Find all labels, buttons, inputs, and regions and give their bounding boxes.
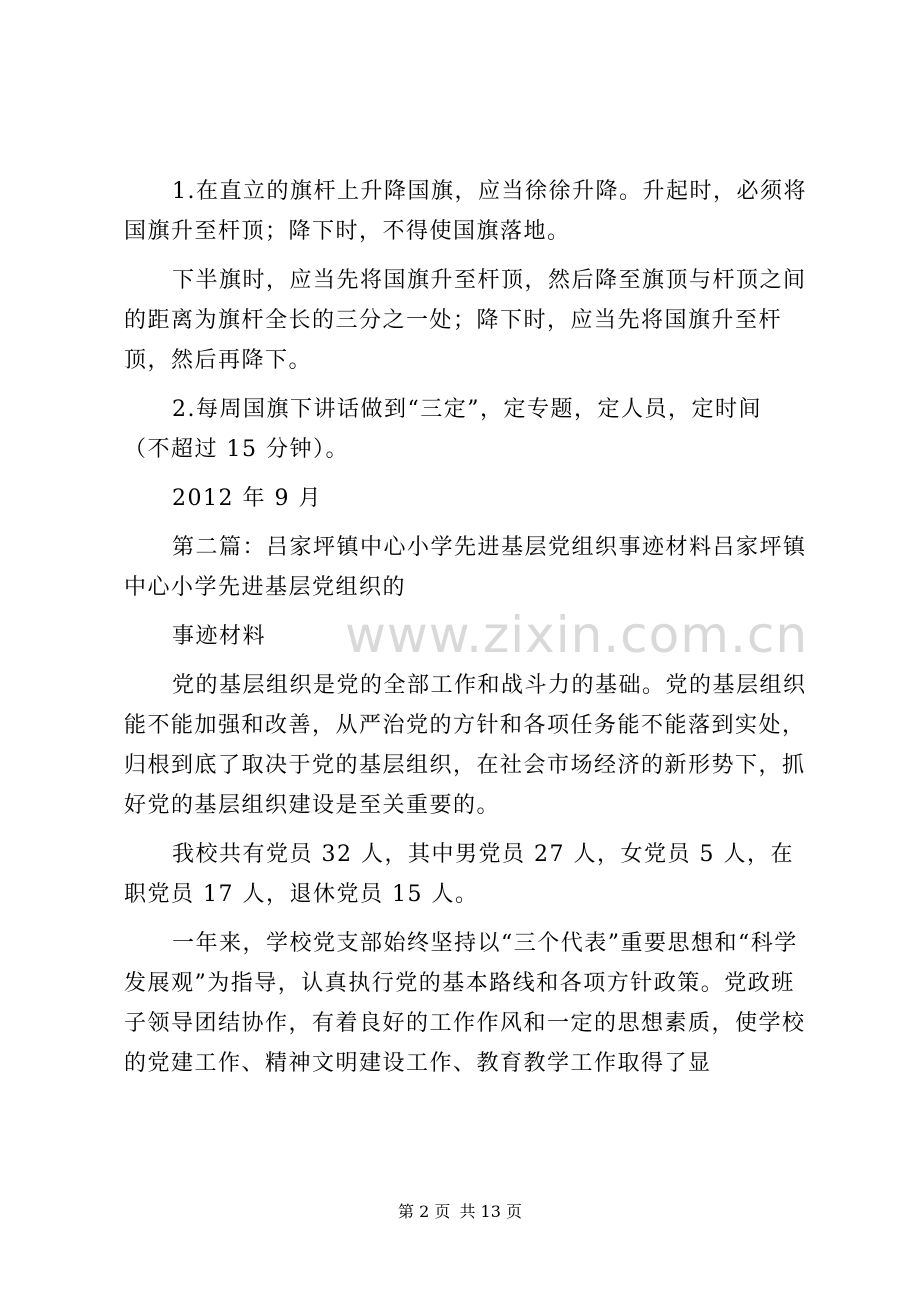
paragraph-party-foundation: 党的基层组织是党的全部工作和战斗力的基础。党的基层组织能不能加强和改善，从严治党的方针和各项任务能不能落到实处，归根到底了取决于党的基层组织，在社会市场经济的新形势下，抓好党的基层组织建设是至关重要的。 (124, 673, 807, 818)
page-footer (0, 1200, 920, 1224)
paragraph-chapter-heading: 第二篇：吕家坪镇中心小学先进基层党组织事迹材料吕家坪镇中心小学先进基层党组织的 (124, 535, 807, 600)
paragraph-member-count: 我校共有党员 32 人，其中男党员 27 人，女党员 5 人，在职党员 17 人，退休党员 15 人。 (124, 842, 794, 907)
paragraph-weekly-speech: 2.每周国旗下讲话做到“三定”，定专题，定人员，定时间（不超过 15 分钟）。 (124, 397, 762, 462)
paragraph-subheading: 事迹材料 (172, 624, 267, 649)
paragraph-date: 2012 年 9 月 (172, 486, 322, 511)
watermark: www.zixin.com.cn (345, 606, 809, 664)
page-total: 共 13 页 (459, 1202, 522, 1221)
document-body (124, 172, 808, 1093)
paragraph-flag-raising: 1.在直立的旗杆上升降国旗，应当徐徐升降。升起时，必须将国旗升至杆顶；降下时，不得使国旗落地。 (124, 179, 807, 244)
paragraph-half-mast: 下半旗时，应当先将国旗升至杆顶，然后降至旗顶与杆顶之间的距离为旗杆全长的三分之一处；降下时，应当先将国旗升至杆顶，然后再降下。 (124, 268, 807, 373)
page-number: 第 2 页 (398, 1202, 451, 1221)
paragraph-year-summary: 一年来，学校党支部始终坚持以“三个代表”重要思想和“科学发展观”为指导，认真执行党的基本路线和各项方针政策。党政班子领导团结协作，有着良好的工作作风和一定的思想素质，使学校的党建工作、精神文明建设工作、教育教学工作取得了显 (124, 931, 806, 1076)
